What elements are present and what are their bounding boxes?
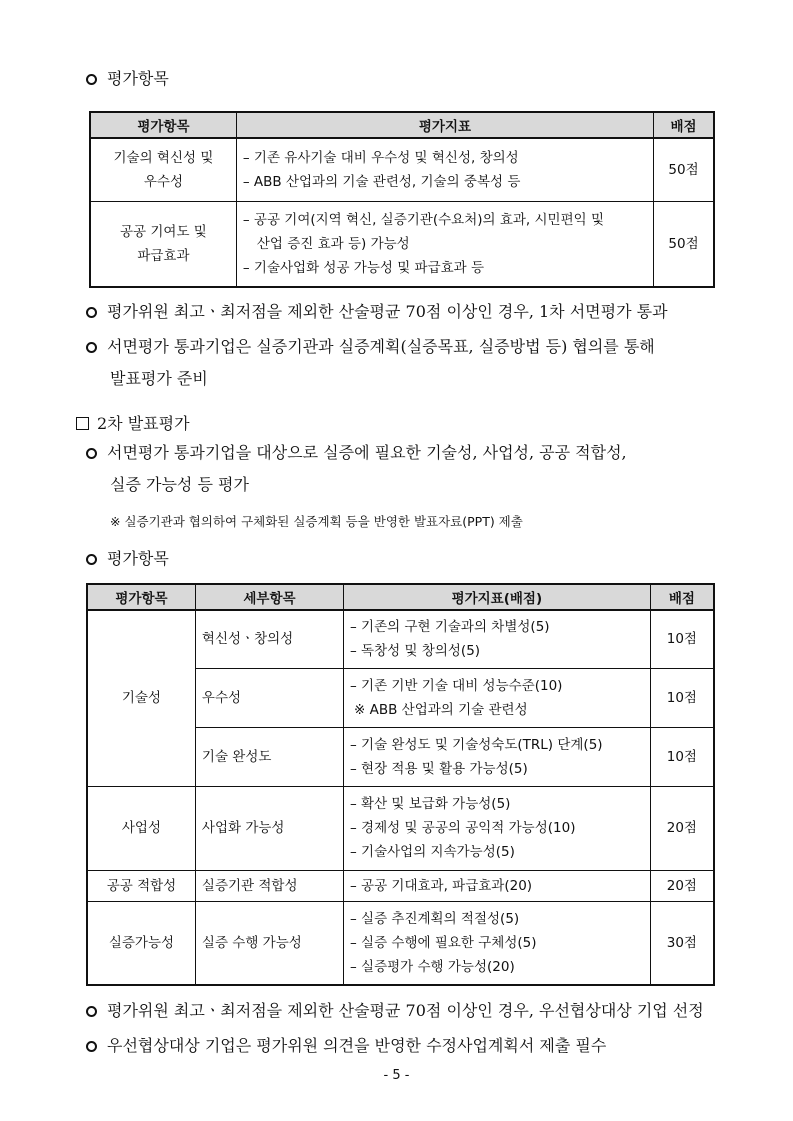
detail-cell: 혁신성ㆍ창의성 (195, 610, 343, 668)
indicator-text: – 기존 기반 기술 대비 성능수준(10) (350, 677, 563, 694)
bullet-text: 서면평가 통과기업은 실증기관과 실증계획(실증목표, 실증방법 등) 협의를 통해 (107, 337, 655, 356)
score-cell: 50점 (654, 201, 714, 287)
section2-heading-text: 평가항목 (107, 549, 169, 568)
table-header: 배점 (654, 112, 714, 138)
circle-bullet-icon (86, 342, 97, 353)
bullet-paragraph (86, 296, 668, 328)
bullet-paragraph (86, 1030, 606, 1062)
table-row (87, 610, 714, 668)
table-row (87, 870, 714, 901)
item-cell (90, 138, 236, 201)
indicator-text: – 기술사업의 지속가능성(5) (350, 844, 515, 860)
indicator-text: 산업 증진 효과 등) 가능성 (256, 235, 410, 252)
detail-cell: 실증기관 적합성 (195, 870, 343, 901)
indicator-cell (344, 610, 651, 668)
indicator-cell (344, 727, 651, 786)
detail-cell: 사업화 가능성 (195, 786, 343, 870)
table-header: 평가지표(배점) (344, 584, 651, 610)
indicator-text: – 확산 및 보급화 가능성(5) (350, 796, 511, 812)
category-cell: 공공 적합성 (87, 870, 195, 901)
indicator-text: – 공공 기여(지역 혁신, 실증기관(수요처)의 효과, 시민편익 및 (242, 211, 604, 228)
section1-heading (86, 66, 169, 89)
table-header: 배점 (650, 584, 714, 610)
bullet-paragraph (86, 995, 704, 1027)
circle-bullet-icon (86, 74, 97, 85)
indicator-text: ※ ABB 산업과의 기술 관련성 (354, 701, 528, 718)
score-cell: 20점 (650, 786, 714, 870)
score-cell: 30점 (650, 901, 714, 985)
bullet-text: 평가위원 최고ㆍ최저점을 제외한 산술평균 70점 이상인 경우, 1차 서면평가 통과 (107, 302, 668, 321)
table-row (90, 201, 714, 287)
item-text: 파급효과 (137, 247, 190, 264)
circle-bullet-icon (86, 1041, 97, 1052)
table-header-row (87, 584, 714, 610)
evaluation-table-1 (89, 111, 715, 288)
indicator-text: – 독창성 및 창의성(5) (350, 643, 481, 660)
item-text: 공공 기여도 및 (120, 223, 207, 240)
indicator-text: – 현장 적용 및 활용 가능성(5) (350, 760, 528, 777)
indicator-cell (344, 901, 651, 985)
indicator-text: – 실증 추진계획의 적절성(5) (350, 910, 520, 927)
section2-title (76, 411, 190, 434)
detail-cell: 실증 수행 가능성 (195, 901, 343, 985)
table-row (90, 138, 714, 201)
bullet-paragraph (86, 437, 627, 501)
table-header: 세부항목 (195, 584, 343, 610)
bullet-text: 평가위원 최고ㆍ최저점을 제외한 산술평균 70점 이상인 경우, 우선협상대상 기업 선정 (107, 1001, 704, 1020)
evaluation-table-2 (86, 583, 715, 986)
item-cell (90, 201, 236, 287)
indicator-cell (344, 786, 651, 870)
table-row (87, 786, 714, 870)
circle-bullet-icon (86, 1006, 97, 1017)
bullet-text: 서면평가 통과기업을 대상으로 실증에 필요한 기술성, 사업성, 공공 적합성, (107, 443, 627, 462)
bullet-text: 발표평가 준비 (110, 369, 208, 388)
category-cell: 실증가능성 (87, 901, 195, 985)
indicator-text: – 공공 기대효과, 파급효과(20) (350, 877, 533, 894)
indicator-cell (236, 201, 653, 287)
table-row (87, 901, 714, 985)
detail-cell: 우수성 (195, 668, 343, 727)
item-text: 기술의 혁신성 및 (113, 149, 214, 166)
indicator-text: – 기존의 구현 기술과의 차별성(5) (350, 619, 550, 636)
circle-bullet-icon (86, 554, 97, 565)
score-cell: 50점 (654, 138, 714, 201)
indicator-cell (344, 870, 651, 901)
table-header: 평가지표 (236, 112, 653, 138)
score-cell: 20점 (650, 870, 714, 901)
bullet-text: 우선협상대상 기업은 평가위원 의견을 반영한 수정사업계획서 제출 필수 (107, 1036, 607, 1055)
indicator-text: – 기술사업화 성공 가능성 및 파급효과 등 (242, 259, 485, 276)
square-bullet-icon (76, 417, 89, 430)
category-cell: 기술성 (87, 610, 195, 786)
circle-bullet-icon (86, 307, 97, 318)
indicator-text: – 기존 유사기술 대비 우수성 및 혁신성, 창의성 (242, 149, 519, 166)
indicator-text: – ABB 산업과의 기술 관련성, 기술의 중복성 등 (242, 173, 521, 190)
indicator-text: – 실증평가 수행 가능성(20) (350, 958, 515, 975)
score-cell: 10점 (650, 668, 714, 727)
indicator-text: – 경제성 및 공공의 공익적 가능성(10) (350, 820, 576, 836)
detail-cell: 기술 완성도 (195, 727, 343, 786)
indicator-cell (236, 138, 653, 201)
score-cell: 10점 (650, 610, 714, 668)
bullet-text: 실증 가능성 등 평가 (110, 475, 249, 494)
table-header: 평가항목 (87, 584, 195, 610)
indicator-text: – 기술 완성도 및 기술성숙도(TRL) 단계(5) (350, 736, 603, 753)
table-header: 평가항목 (90, 112, 236, 138)
table-header-row (90, 112, 714, 138)
category-cell: 사업성 (87, 786, 195, 870)
section2-heading (86, 546, 169, 569)
reference-note: ※ 실증기관과 협의하여 구체화된 실증계획 등을 반영한 발표자료(PPT) 제출 (110, 514, 523, 529)
section1-heading-text: 평가항목 (107, 69, 169, 88)
section2-title-text: 2차 발표평가 (97, 414, 190, 433)
indicator-text: – 실증 수행에 필요한 구체성(5) (350, 934, 537, 951)
bullet-paragraph (86, 331, 655, 395)
circle-bullet-icon (86, 448, 97, 459)
indicator-cell (344, 668, 651, 727)
score-cell: 10점 (650, 727, 714, 786)
item-text: 우수성 (143, 173, 183, 190)
page-number: - 5 - (383, 1068, 410, 1083)
